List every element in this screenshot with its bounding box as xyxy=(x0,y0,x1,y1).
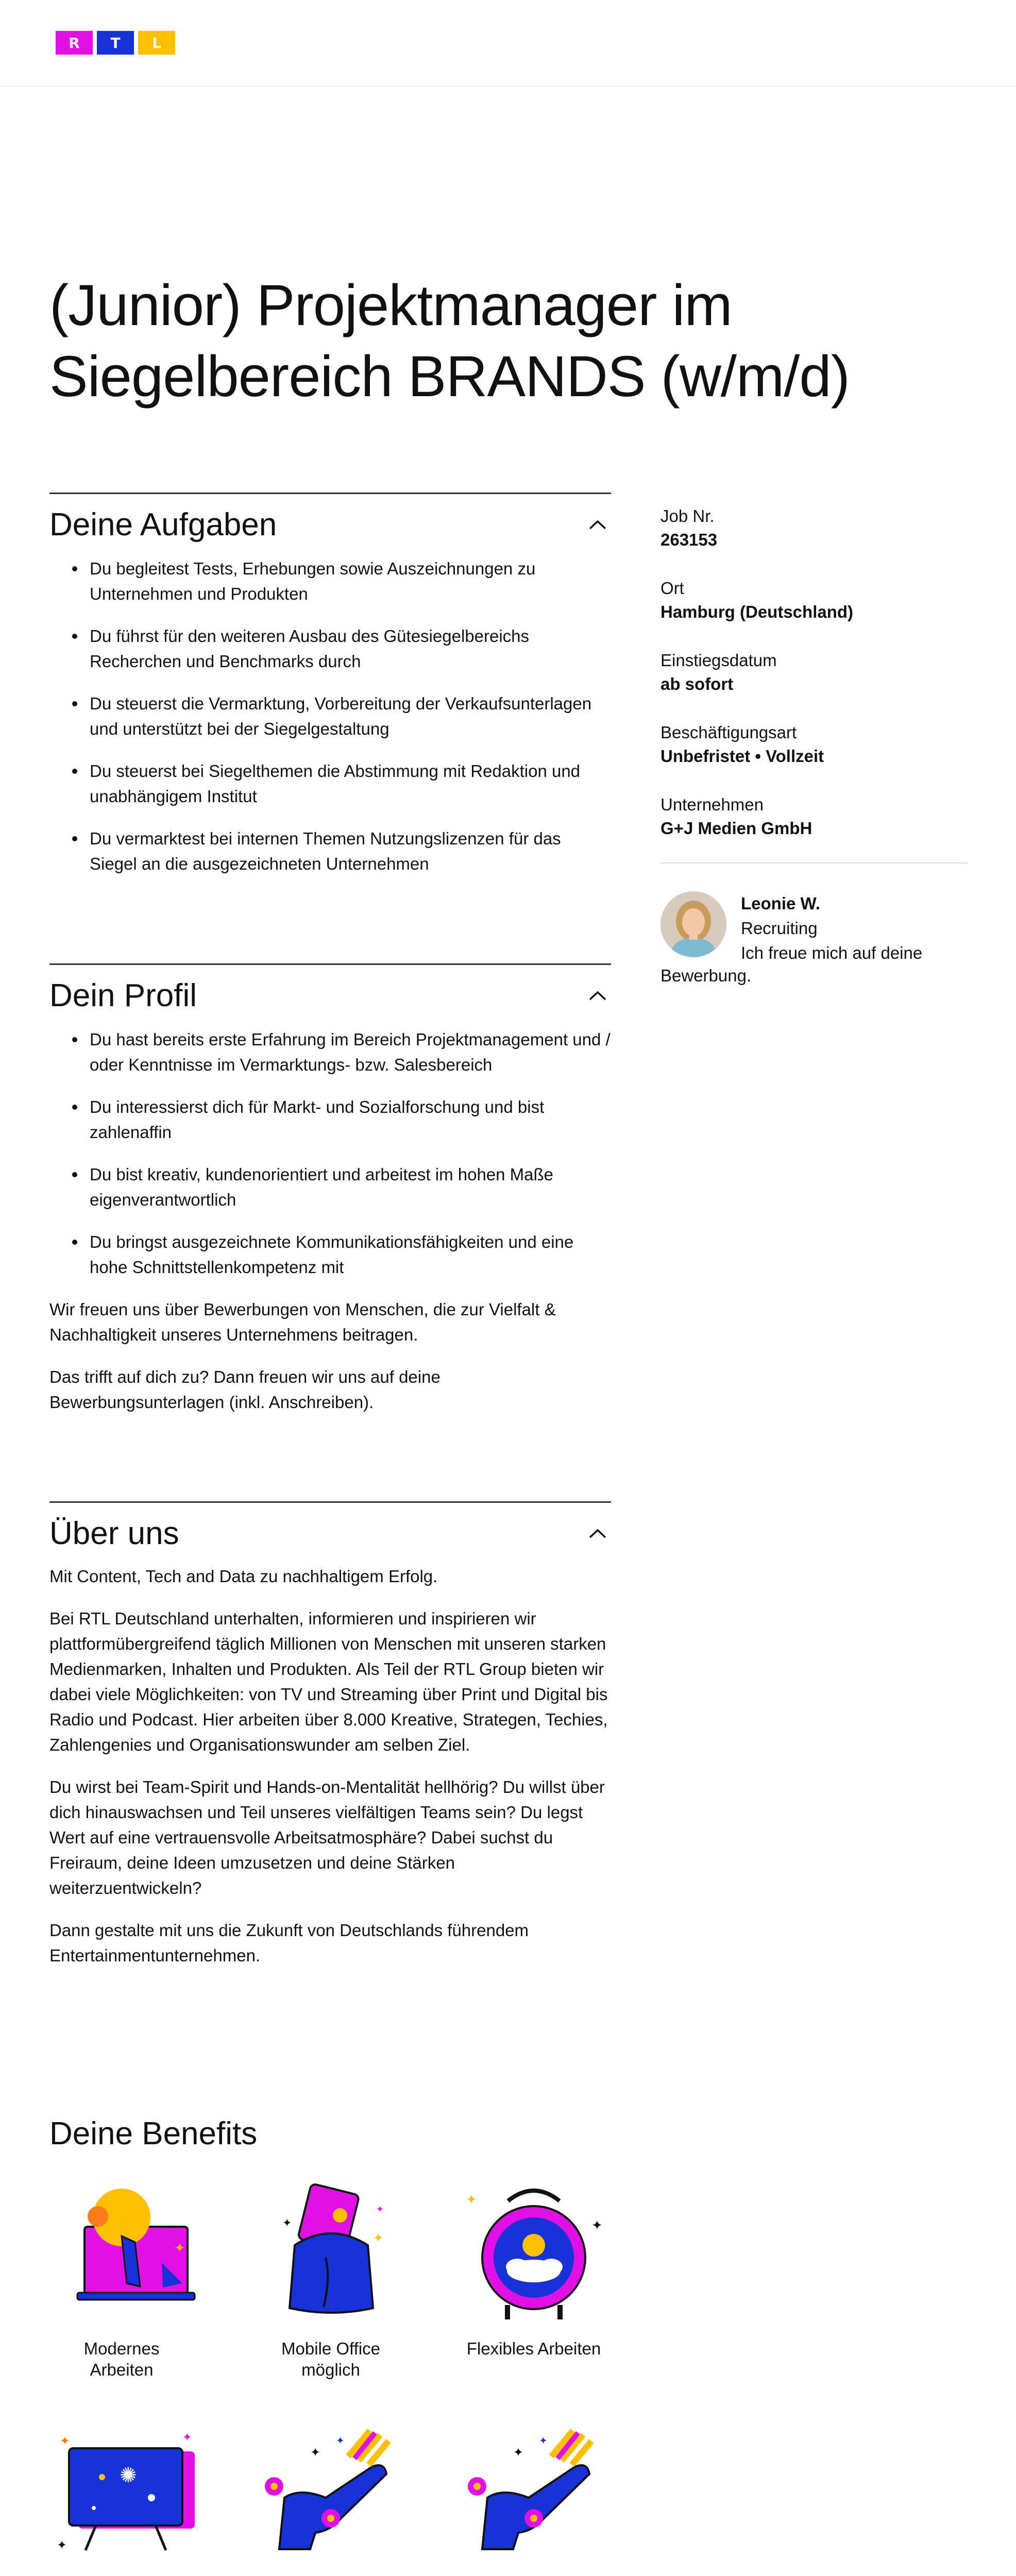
recruiter-info xyxy=(741,891,922,965)
section-ueber-uns xyxy=(49,1501,611,1985)
benefit-du-kultur xyxy=(441,2420,626,2576)
section-header-aufgaben[interactable] xyxy=(49,494,611,555)
list-item: Du bist kreativ, kundenorientiert und arbeitest im hohen Maße eigenverantwortlich xyxy=(72,1162,611,1212)
benefit-flexibles-arbeiten xyxy=(441,2180,626,2359)
benefit-modernes-arbeiten xyxy=(29,2180,214,2380)
logo-letter-r: R xyxy=(56,31,93,55)
start-date-value: ab sofort xyxy=(661,674,734,693)
list-item: Du interessierst dich für Markt- und Sozialforschung und bist zahlenaffin xyxy=(72,1094,611,1145)
apply-paragraph: Das trifft auf dich zu? Dann freuen wir uns auf deine Bewerbungsunterlagen (inkl. Anschreiben). xyxy=(49,1367,441,1412)
svg-text:✦: ✦ xyxy=(376,2204,384,2214)
hand-flowers-icon xyxy=(456,2420,611,2565)
svg-text:✦: ✦ xyxy=(591,2217,603,2233)
about-paragraph: Dann gestalte mit uns die Zukunft von Deutschlands führendem Entertainmentunternehmen. xyxy=(49,1921,529,1965)
list-item: Du bringst ausgezeichnete Kommunikationsfähigkeiten und eine hohe Schnittstellenkompetenz mit xyxy=(72,1229,611,1280)
benefit-mobile-office xyxy=(238,2180,424,2380)
svg-text:✦: ✦ xyxy=(539,2435,548,2447)
list-item: Du steuerst bei Siegelthemen die Abstimmung mit Redaktion und unabhängigem Institut xyxy=(72,758,611,809)
job-nr-label: Job Nr. xyxy=(661,506,715,526)
section-title: Deine Aufgaben xyxy=(49,506,277,543)
section-title: Über uns xyxy=(49,1515,179,1551)
benefit-teamspirit xyxy=(238,2420,424,2576)
logo-letter-l: L xyxy=(138,31,175,55)
benefits-title: Deine Benefits xyxy=(49,2116,258,2151)
list-item: Du vermarktest bei internen Themen Nutzungslizenzen für das Siegel an die ausgezeichneten Unternehmen xyxy=(72,826,611,876)
benefit-label: Mobile Office möglich xyxy=(281,2339,380,2379)
laptop-icon xyxy=(44,2180,199,2325)
hand-flowers-icon xyxy=(253,2420,408,2565)
chevron-up-icon[interactable] xyxy=(584,982,611,1009)
start-date-label: Einstiegsdatum xyxy=(661,651,777,670)
chevron-up-icon[interactable] xyxy=(584,511,611,538)
section-aufgaben xyxy=(49,493,611,893)
about-paragraph: Bei RTL Deutschland unterhalten, informieren und inspirieren wir plattformübergreifend täglich Millionen von Menschen mit unseren starken Medienmarken, Inhalten und Produkten. Als Teil der RTL Group bieten wir dabei viele Möglichkeiten: von TV und Streaming über Print und Digital bis Radio und Podcast. Hier arbeiten über 8.000 Kreative, Strategen, Techies, Zahlengenies und Organisationswunder am selben Ziel. xyxy=(49,1609,608,1754)
diversity-paragraph: Wir freuen uns über Bewerbungen von Menschen, die zur Vielfalt & Nachhaltigkeit unseres Unternehmens beitragen. xyxy=(49,1300,556,1344)
employment-type-label: Beschäftigungsart xyxy=(661,723,797,742)
svg-text:✦: ✦ xyxy=(282,2216,292,2229)
list-item: Du begleitest Tests, Erhebungen sowie Auszeichnungen zu Unternehmen und Produkten xyxy=(72,556,611,606)
svg-text:✦: ✦ xyxy=(57,2538,67,2552)
section-profil xyxy=(49,963,611,1432)
task-list xyxy=(49,556,611,876)
benefit-label: Flexibles Arbeiten xyxy=(466,2339,601,2358)
svg-text:✦: ✦ xyxy=(513,2446,524,2460)
chevron-up-icon[interactable] xyxy=(584,1520,611,1547)
job-nr-value: 263153 xyxy=(661,530,718,549)
svg-text:✺: ✺ xyxy=(120,2464,137,2487)
benefit-rtl-plus xyxy=(29,2420,214,2576)
recruiter-role: Recruiting xyxy=(741,919,818,938)
section-title: Dein Profil xyxy=(49,977,197,1013)
backpack-icon xyxy=(253,2180,408,2325)
divider xyxy=(661,862,968,863)
section-header-profil[interactable] xyxy=(49,965,611,1026)
list-item: Du steuerst die Vermarktung, Vorbereitung der Verkaufsunterlagen und unterstützt bei der Siegelgestaltung xyxy=(72,691,611,741)
about-paragraph: Mit Content, Tech and Data zu nachhaltigem Erfolg. xyxy=(49,1567,438,1586)
tv-screen-icon xyxy=(44,2420,199,2565)
svg-text:✦: ✦ xyxy=(336,2435,345,2447)
location-value: Hamburg (Deutschland) xyxy=(661,602,854,621)
list-item: Du hast bereits erste Erfahrung im Bereich Projektmanagement und / oder Kenntnisse im Vermarktungs- bzw. Salesbereich xyxy=(72,1027,611,1077)
svg-text:✦: ✦ xyxy=(466,2192,477,2207)
location-label: Ort xyxy=(661,579,684,598)
section-header-ueber-uns[interactable] xyxy=(49,1503,611,1564)
site-header xyxy=(0,0,1016,87)
svg-text:✦: ✦ xyxy=(174,2240,185,2256)
job-title: (Junior) Projektmanager im Siegelbereich BRANDS (w/m/d) xyxy=(49,273,850,409)
svg-text:✦: ✦ xyxy=(310,2446,321,2460)
svg-text:✦: ✦ xyxy=(60,2434,71,2448)
recruiter-contact xyxy=(661,891,968,965)
job-details-sidebar xyxy=(661,505,968,988)
rtl-logo[interactable] xyxy=(56,31,175,55)
list-item: Du führst für den weiteren Ausbau des Gütesiegelbereichs Recherchen und Benchmarks durch xyxy=(72,623,611,674)
recruiter-message: Ich freue mich auf deine xyxy=(741,943,923,962)
recruiter-message-end: Bewerbung. xyxy=(661,966,752,985)
company-value: G+J Medien GmbH xyxy=(661,819,812,838)
employment-type-value: Unbefristet • Vollzeit xyxy=(661,747,824,766)
about-paragraph: Du wirst bei Team-Spirit und Hands-on-Mentalität hellhörig? Du willst über dich hinauswachsen und Teil unseres vielfältigen Teams sein? Du legst Wert auf eine vertrauensvolle Arbeitsatmosphäre? Dabei suchst du Freiraum, deine Ideen umzusetzen und deine Stärken weiterzuentwickeln? xyxy=(49,1777,605,1897)
svg-text:✦: ✦ xyxy=(182,2431,192,2444)
alarm-clock-icon xyxy=(456,2180,611,2325)
logo-letter-t: T xyxy=(97,31,134,55)
benefit-label: Modernes Arbeiten xyxy=(83,2339,160,2379)
profile-list xyxy=(49,1027,611,1280)
company-label: Unternehmen xyxy=(661,795,764,814)
recruiter-name: Leonie W. xyxy=(741,894,821,913)
avatar xyxy=(661,891,726,957)
svg-text:✦: ✦ xyxy=(373,2231,384,2245)
